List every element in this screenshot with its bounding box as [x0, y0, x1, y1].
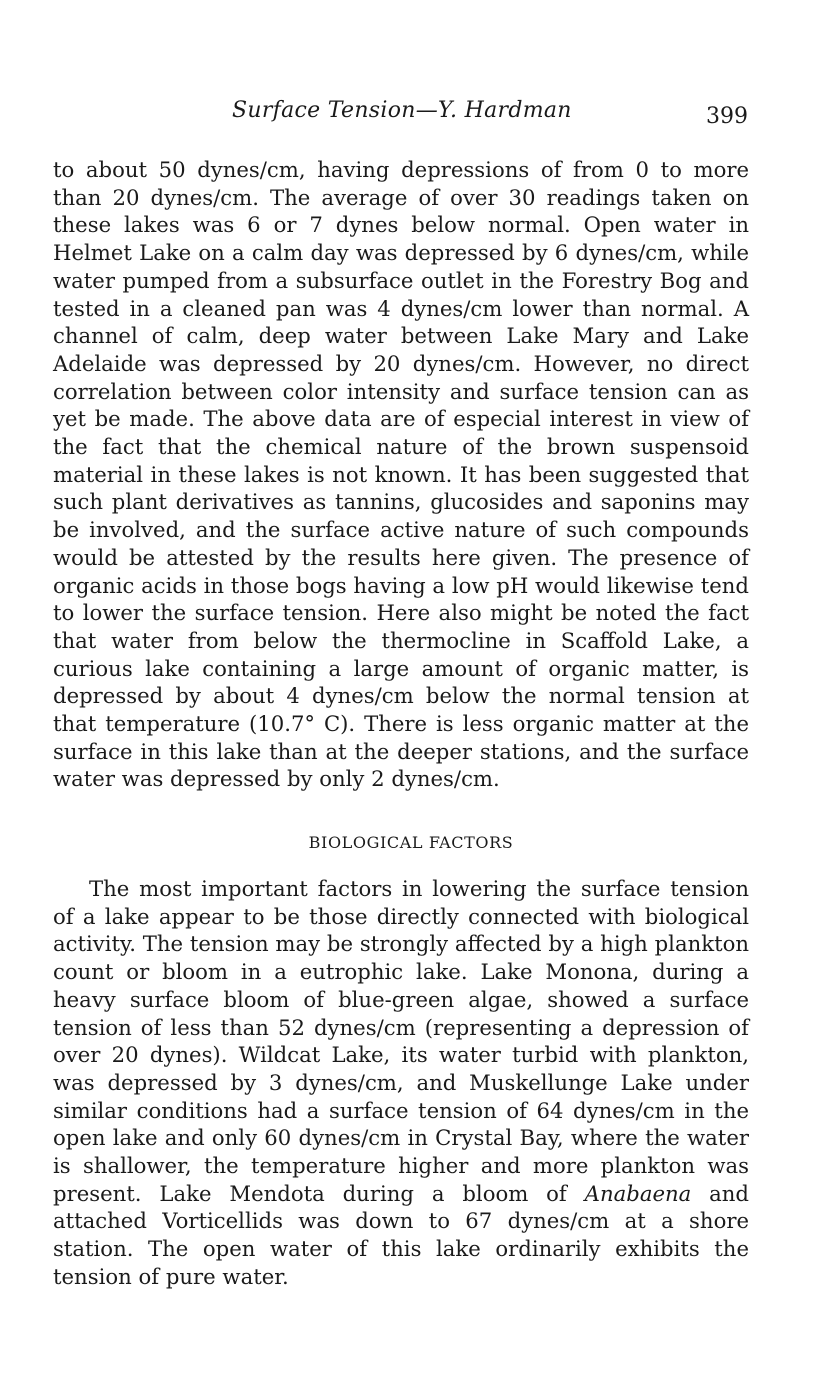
page-number: 399 — [706, 104, 748, 129]
genus-name-italic: Anabaena — [584, 1180, 692, 1206]
paragraph-2-text-end: and attached Vorticellids was down to 67 dynes/cm at a shore station. The open water of this lake ordinarily exhibits the tension of pure water. — [53, 1180, 749, 1289]
body-paragraph-1: to about 50 dynes/cm, having depressions of from 0 to more than 20 dynes/cm. The average of over 30 readings taken on these lakes was 6 or 7 dynes below normal. Open water in Helmet Lake on a calm day was depressed by 6 dynes/cm, while water pumped from a subsurface outlet in the Forestry Bog and tested in a cleaned pan was 4 dynes/cm lower than normal. A channel of calm, deep water between Lake Mary and Lake Adelaide was depressed by 20 dynes/cm. However, no direct correlation between color intensity and surface tension can as yet be made. The above data are of especial interest in view of the fact that the chemical nature of the brown suspensoid material in these lakes is not known. It has been suggested that such plant derivatives as tannins, glucosides and saponins may be involved, and the surface active nature of such compounds would be attested by the results here given. The presence of organic acids in those bogs having a low pH would likewise tend to lower the surface tension. Here also might be noted the fact that water from below the thermocline in Scaffold Lake, a curious lake containing a large amount of organic matter, is depressed by about 4 dynes/cm below the normal tension at that temperature (10.7° C). There is less organic matter at the surface in this lake than at the deeper stations, and the surface water was depressed by only 2 dynes/cm. — [53, 157, 749, 792]
section-heading: BIOLOGICAL FACTORS — [308, 833, 514, 852]
paragraph-2-text-start: The most important factors in lowering the surface tension of a lake appear to be those directly connected with biological activity. The tension may be strongly affected by a high plankton count or bloom in a eutrophic lake. Lake Monona, during a heavy surface bloom of blue-green algae, showed a surface tension of less than 52 dynes/cm (representing a depression of over 20 dynes). Wildcat Lake, its water turbid with plankton, was depressed by 3 dynes/cm, and Muskellunge Lake under similar conditions had a surface tension of 64 dynes/cm in the open lake and only 60 dynes/cm in Crystal Bay, where the water is shallower, the temperature higher and more plankton was present. Lake Mendota during a bloom of — [53, 876, 749, 1206]
running-head: Surface Tension—Y. Hardman — [232, 98, 572, 123]
body-paragraph-2 — [53, 875, 749, 1291]
